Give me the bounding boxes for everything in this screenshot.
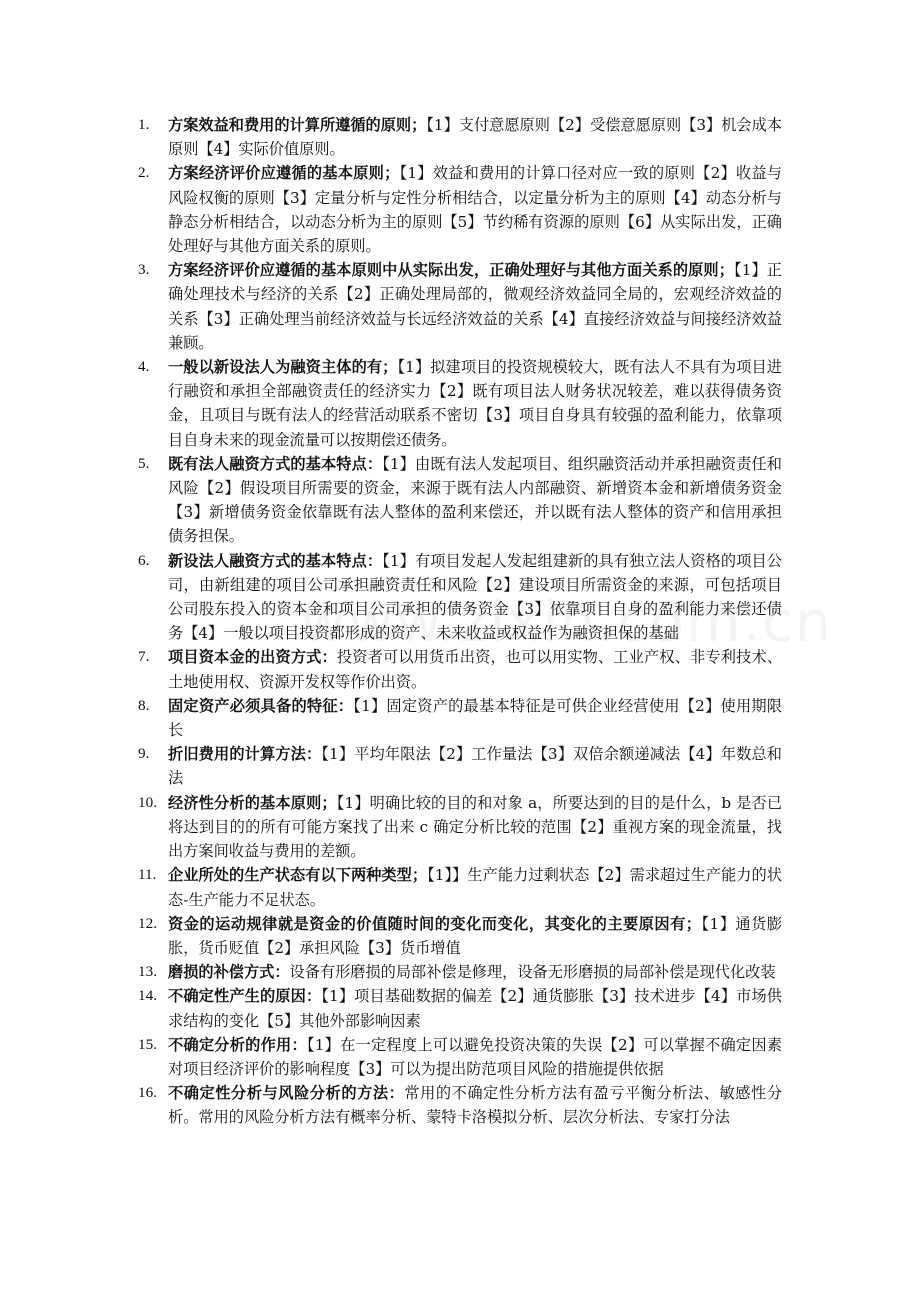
list-item: [138, 1033, 783, 1081]
item-heading: 既有法人融资方式的基本特点：: [168, 454, 383, 473]
list-item: [138, 113, 783, 161]
item-text: [168, 960, 782, 984]
list-item: [138, 863, 782, 911]
item-heading: 经济性分析的基本原则；: [168, 793, 337, 812]
item-body: 【1】项目基础数据的偏差【2】通货膨胀【3】技术进步【4】市场供求结构的变化【5】其他外部影响因素: [168, 987, 782, 1030]
item-number: 6.: [138, 551, 150, 569]
item-text: [168, 984, 782, 1032]
list-item: [138, 645, 783, 693]
numbered-list: [0, 113, 920, 1130]
item-number: 7.: [138, 648, 150, 666]
item-number: 8.: [138, 696, 150, 714]
list-item: [138, 694, 783, 742]
item-body: 设备有形磨损的局部补偿是修理，设备无形磨损的局部补偿是现代化改装: [289, 963, 776, 982]
item-heading: 项目资本金的出资方式：: [168, 648, 337, 667]
item-heading: 不确定分析的作用：: [168, 1035, 307, 1054]
item-heading: 不确定性分析与风险分析的方法：: [168, 1084, 405, 1103]
list-item: [138, 984, 782, 1032]
item-number: 14.: [138, 987, 157, 1005]
item-number: 1.: [138, 116, 150, 133]
list-item: [138, 452, 782, 549]
item-heading: 一般以新设法人为融资主体的有；: [168, 358, 398, 377]
item-text: [168, 863, 782, 911]
item-number: 15.: [138, 1035, 157, 1053]
list-item: [138, 355, 782, 452]
item-text: [168, 645, 782, 693]
item-body: 【1】有项目发起人发起组建新的具有独立法人资格的项目公司，由新组建的项目公司承担融资责任和风险【2】建设项目所需资金的来源，可包括项目公司股东投入的资本金和项目公司承担的债务资金【3】依靠项目自身的盈利能力来偿还债务【4】一般以项目投资都形成的资产、未来收益或权益作为融资担保的基础: [168, 551, 782, 643]
item-heading: 方案效益和费用的计算所遵循的原则；: [168, 116, 427, 134]
item-text: [168, 355, 782, 452]
item-body: 【1】在一定程度上可以避免投资决策的失误【2】可以掌握不确定因素对项目经济评价的影响程度【3】可以为提出防范项目风险的措施提供依据: [168, 1035, 783, 1078]
list-item: [138, 258, 782, 355]
item-number: 10.: [138, 793, 157, 811]
item-heading: 磨损的补偿方式：: [168, 963, 290, 982]
item-body: 常用的不确定性分析方法有盈亏平衡分析法、敏感性分析。常用的风险分析方法有概率分析、蒙特卡洛模拟分析、层次分析法、专家打分法: [168, 1084, 783, 1127]
list-item: [138, 960, 782, 984]
item-number: 3.: [138, 261, 150, 279]
item-body: 【1】支付意愿原则【2】受偿意愿原则【3】机会成本原则【4】实际价值原则。: [168, 116, 783, 159]
item-text: [168, 549, 782, 646]
item-text: [168, 1081, 782, 1129]
item-number: 11.: [138, 866, 157, 884]
item-number: 16.: [138, 1084, 157, 1102]
item-body: 【1】明确比较的目的和对象 a，所要达到的目的是什么，b 是否已将达到目的的所有可能方案找了出来 c 确定分析比较的范围【2】重视方案的现金流量，找出方案间收益与费用的差额。: [168, 793, 783, 861]
item-body: 投资者可以用货币出资，也可以用实物、工业产权、非专利技术、土地使用权、资源开发权等作价出资。: [168, 648, 783, 691]
item-number: 13.: [138, 963, 157, 981]
item-body: 【1】固定资产的最基本特征是可供企业经营使用【2】使用期限长: [168, 696, 783, 740]
item-body: 【1】平均年限法【2】工作量法【3】双倍余额递减法【4】年数总和法: [168, 745, 782, 788]
list-item: [138, 549, 782, 646]
item-text: [168, 258, 782, 355]
item-body: 【1】拟建项目的投资规模较大，既有法人不具有为项目进行融资和承担全部融资责任的经济实力【2】既有项目法人财务状况较差，难以获得债务资金，且项目与既有法人的经营活动联系不密切【3】项目自身具有较强的盈利能力，依靠项目自身未来的现金流量可以按期偿还债务。: [168, 358, 782, 449]
list-item: [138, 161, 782, 258]
item-heading: 方案经济评价应遵循的基本原则；: [168, 164, 400, 183]
item-text: [168, 912, 782, 960]
item-text: [168, 1033, 782, 1081]
item-number: 2.: [138, 164, 150, 182]
item-text: [168, 452, 782, 549]
list-item: [138, 912, 782, 960]
item-body: 【1】通货膨胀，货币贬值【2】承担风险【3】货币增值: [168, 914, 782, 957]
list-item: [138, 1081, 783, 1129]
item-text: [168, 113, 782, 161]
item-heading: 折旧费用的计算方法：: [168, 745, 322, 764]
item-number: 12.: [138, 914, 157, 932]
item-number: 4.: [138, 358, 150, 376]
item-number: 9.: [138, 745, 150, 763]
item-heading: 方案经济评价应遵循的基本原则中从实际出发，正确处理好与其他方面关系的原则；: [168, 261, 734, 280]
item-text: [168, 161, 782, 258]
item-text: [168, 694, 782, 742]
item-body: 【1】正确处理技术与经济的关系【2】正确处理局部的，微观经济效益同全局的，宏观经济效益的关系【3】正确处理当前经济效益与长远经济效益的关系【4】直接经济效益与间接经济效益兼顾。: [168, 261, 782, 352]
item-body: 【1】效益和费用的计算口径对应一致的原则【2】收益与风险权衡的原则【3】定量分析与定性分析相结合，以定量分析为主的原则【4】动态分析与静态分析相结合，以动态分析为主的原则【5】节约稀有资源的原则【6】从实际出发，正确处理好与其他方面关系的原则。: [168, 164, 782, 256]
item-heading: 新设法人融资方式的基本特点：: [168, 551, 383, 570]
item-number: 5.: [138, 454, 150, 472]
list-item: [138, 791, 783, 864]
item-body: 【1】】生产能力过剩状态【2】需求超过生产能力的状态-生产能力不足状态。: [168, 866, 782, 909]
item-heading: 资金的运动规律就是资金的价值随时间的变化而变化，其变化的主要原因有；: [168, 914, 701, 933]
item-body: 【1】由既有法人发起项目、组织融资活动并承担融资责任和风险【2】假设项目所需要的资金，来源于既有法人内部融资、新增资本金和新增债务资金【3】新增债务资金依靠既有法人整体的盈利来偿还，并以既有法人整体的资产和信用承担债务担保。: [168, 454, 782, 546]
item-heading: 固定资产必须具备的特征：: [168, 696, 354, 715]
item-text: [168, 791, 782, 864]
item-heading: 企业所处的生产状态有以下两种类型；: [168, 866, 428, 885]
item-heading: 不确定性产生的原因：: [168, 987, 322, 1006]
list-item: [138, 742, 782, 790]
item-text: [168, 742, 782, 790]
